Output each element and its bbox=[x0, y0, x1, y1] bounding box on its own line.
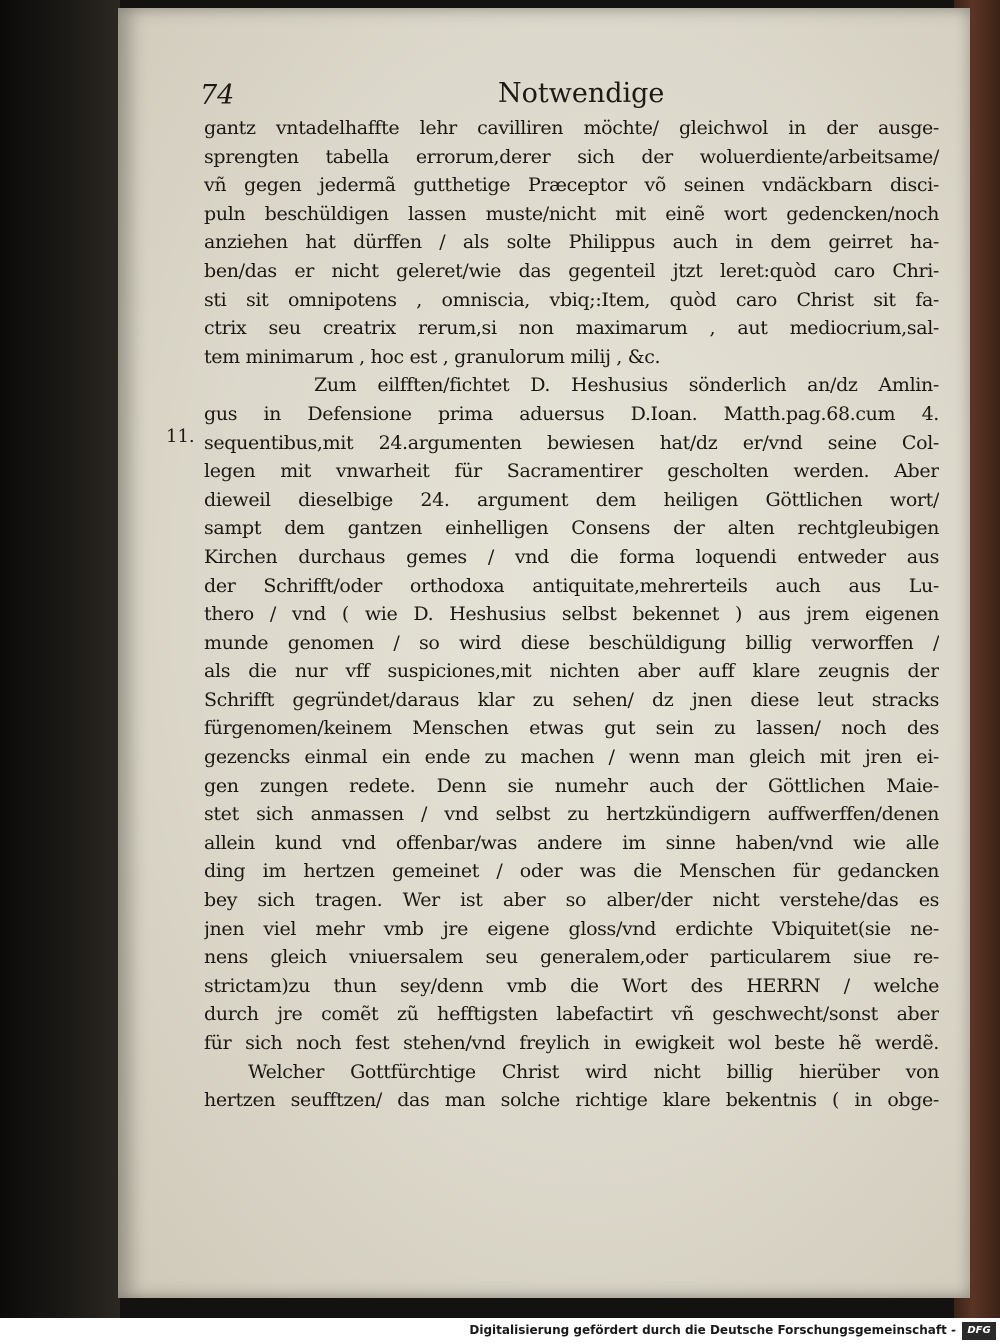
text-line: gus in Defensione prima aduersus D.Ioan. Matth.pag.68.cum 4. bbox=[204, 402, 939, 425]
text-line: legen mit vnwarheit für Sacramentirer gescholten werden. Aber bbox=[204, 460, 939, 483]
text-line: anziehen hat dürffen / als solte Philippus auch in dem geirret ha- bbox=[204, 231, 939, 254]
book-spine bbox=[0, 0, 120, 1318]
body-text bbox=[204, 114, 939, 1115]
text-line: tem minimarum , hoc est , granulorum milij , &c. bbox=[204, 345, 661, 368]
page-number: 74 bbox=[200, 80, 235, 111]
text-line: durch jre comẽt zũ hefftigsten labefactirt vñ geschwecht/sonst aber bbox=[204, 1003, 939, 1026]
text-line: der Schrifft/oder orthodoxa antiquitate,mehrerteils auch aus Lu- bbox=[204, 574, 939, 597]
text-line: Welcher Gottfürchtige Christ wird nicht billig hierüber von bbox=[248, 1060, 939, 1083]
text-line: allein kund vnd offenbar/was andere im sinne haben/vnd wie alle bbox=[204, 831, 939, 854]
text-line: stet sich anmassen / vnd selbst zu hertzkündigern auffwerffen/denen bbox=[204, 803, 939, 826]
dfg-logo: DFG bbox=[962, 1322, 996, 1340]
margin-note: 11. bbox=[166, 426, 195, 447]
text-line: nens gleich vniuersalem seu generalem,oder particularem siue re- bbox=[204, 946, 939, 969]
text-line: gen zungen redete. Denn sie numehr auch der Göttlichen Maie- bbox=[204, 774, 939, 797]
text-line: ctrix seu creatrix rerum,si non maximarum , aut mediocrium,sal- bbox=[204, 317, 939, 340]
text-line: sampt dem gantzen einhelligen Consens der alten rechtgleubigen bbox=[204, 517, 939, 540]
digitization-footer bbox=[0, 1318, 1000, 1344]
text-line: dieweil dieselbige 24. argument dem heiligen Göttlichen wort/ bbox=[204, 488, 939, 511]
text-line: sequentibus,mit 24.argumenten bewiesen hat/dz er/vnd seine Col- bbox=[204, 431, 939, 454]
text-line: vñ gegen jedermã gutthetige Præceptor võ seinen vndäckbarn disci- bbox=[204, 174, 939, 197]
text-line: gezencks einmal ein ende zu machen / wenn man gleich mit jren ei- bbox=[204, 746, 939, 769]
text-line: Zum eilfften/fichtet D. Heshusius sönderlich an/dz Amlin- bbox=[314, 374, 939, 397]
text-line: ben/das er nicht geleret/wie das gegenteil jtzt leret:quòd caro Chri- bbox=[204, 259, 939, 282]
text-line: bey sich tragen. Wer ist aber so alber/der nicht verstehe/das es bbox=[204, 889, 939, 912]
text-line: puln beschüldigen lassen muste/nicht mit einẽ wort gedencken/noch bbox=[204, 202, 939, 225]
text-line: fürgenomen/keinem Menschen etwas gut sein zu lassen/ noch des bbox=[204, 717, 939, 740]
text-line: sti sit omnipotens , omniscia, vbiq;:Item, quòd caro Christ sit fa- bbox=[204, 288, 939, 311]
text-line: thero / vnd ( wie D. Heshusius selbst bekennet ) aus jrem eigenen bbox=[204, 603, 939, 626]
running-head: Notwendige bbox=[498, 78, 665, 109]
text-line: ding im hertzen gemeinet / oder was die Menschen für gedancken bbox=[204, 860, 939, 883]
text-line: munde genomen / so wird diese beschüldigung billig verworffen / bbox=[204, 631, 939, 654]
text-line: hertzen seufftzen/ das man solche richtige klare bekentnis ( in obge- bbox=[204, 1089, 939, 1112]
text-line: jnen viel mehr vmb jre eigene gloss/vnd erdichte Vbiquitet(sie ne- bbox=[204, 917, 939, 940]
text-line: sprengten tabella errorum,derer sich der woluerdiente/arbeitsame/ bbox=[204, 145, 939, 168]
text-line: Schrifft gegründet/daraus klar zu sehen/ dz jnen diese leut stracks bbox=[204, 688, 939, 711]
text-line: für sich noch fest stehen/vnd freylich in ewigkeit wol beste hẽ werdẽ. bbox=[204, 1032, 939, 1054]
text-line: Kirchen durchaus gemes / vnd die forma loquendi entweder aus bbox=[204, 545, 939, 568]
book-page bbox=[118, 8, 970, 1298]
text-line: als die nur vff suspiciones,mit nichten aber auff klare zeugnis der bbox=[204, 660, 939, 683]
text-line: strictam)zu thun sey/denn vmb die Wort des HERRN / welche bbox=[204, 974, 939, 997]
funding-credit: Digitalisierung gefördert durch die Deutsche Forschungsgemeinschaft - bbox=[469, 1323, 956, 1337]
text-line: gantz vntadelhaffte lehr cavilliren möchte/ gleichwol in der ausge- bbox=[204, 117, 939, 139]
